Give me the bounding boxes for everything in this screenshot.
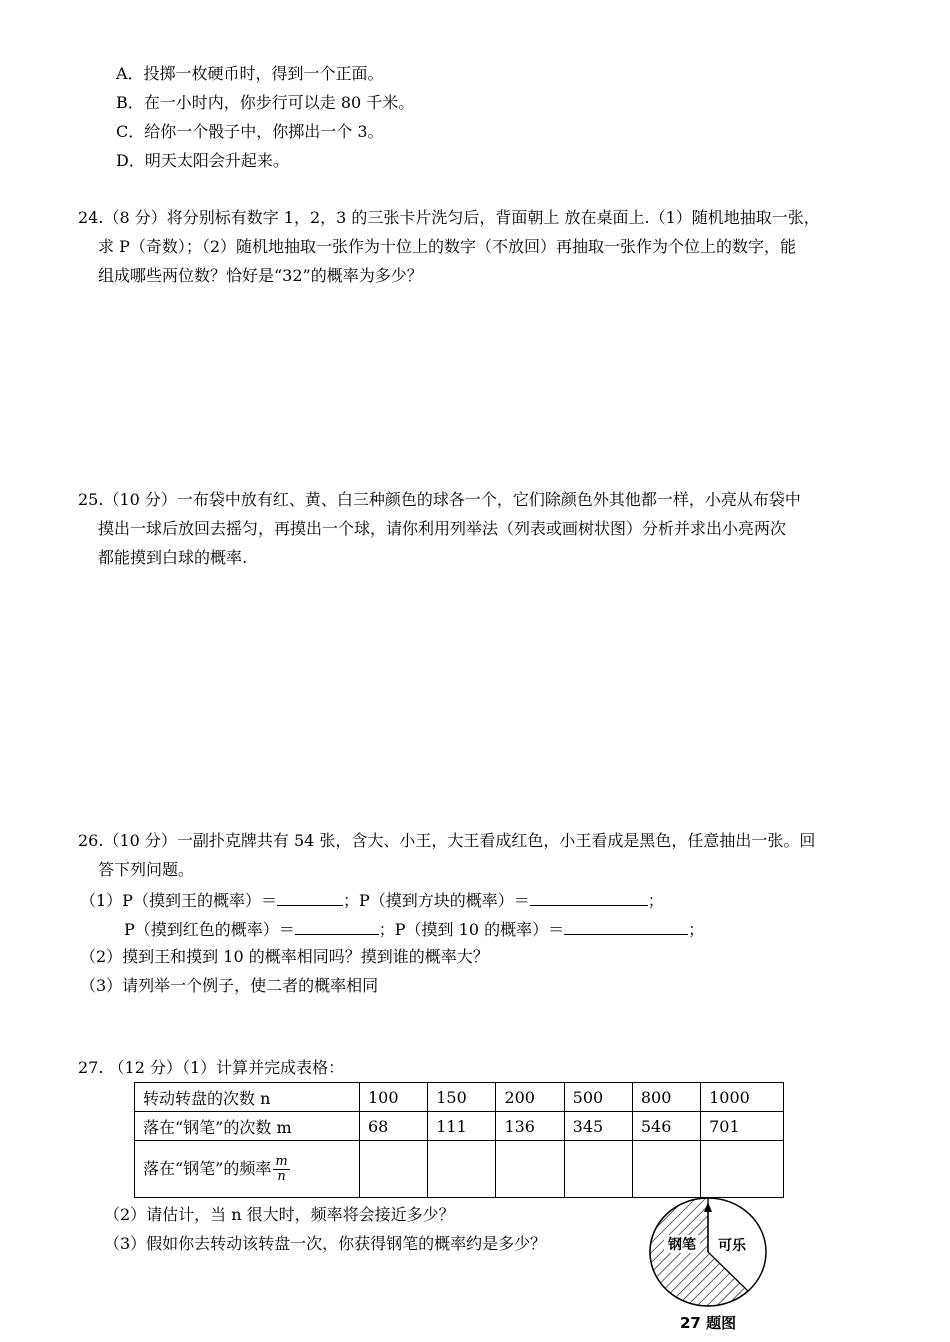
table-cell: 136: [496, 1112, 564, 1141]
q25-line-3: 都能摸到白球的概率.: [98, 548, 248, 567]
q24-line-3: 组成哪些两位数？恰好是“32”的概率为多少？: [98, 266, 423, 285]
q26-red-prob-blank[interactable]: [295, 918, 379, 935]
q26-part-1-row-2: [124, 918, 704, 940]
answer-cell[interactable]: [496, 1141, 564, 1198]
answer-cell[interactable]: [428, 1141, 496, 1198]
q23-option-b: B．在一小时内，你步行可以走 80 千米。: [116, 93, 415, 112]
answer-cell[interactable]: [632, 1141, 700, 1198]
q26-line-2: 答下列问题。: [98, 860, 195, 879]
q23-option-c: C．给你一个骰子中，你掷出一个 3。: [116, 122, 384, 141]
row-label-pen-frequency: [135, 1141, 360, 1198]
row-label-text: 落在“钢笔”的频率: [143, 1158, 272, 1178]
q26-line-1: 26.（10 分）一副扑克牌共有 54 张，含大、小王，大王看成红色，小王看成是黑色，任意抽出一张。回: [78, 831, 816, 850]
q26-separator: ；: [647, 891, 664, 910]
table-row: [135, 1112, 784, 1141]
q26-part-2: （2）摸到王和摸到 10 的概率相同吗？摸到谁的概率大？: [80, 947, 489, 966]
answer-cell[interactable]: [701, 1141, 784, 1198]
table-cell: 701: [701, 1112, 784, 1141]
table-cell: 68: [360, 1112, 428, 1141]
row-label-spins: 转动转盘的次数 n: [135, 1083, 360, 1112]
fraction-denominator: n: [277, 1168, 286, 1184]
pen-label: 钢笔: [668, 1237, 696, 1253]
q24-line-1: 24.（8 分）将分别标有数字 1，2，3 的三张卡片洗匀后，背面朝上 放在桌面上.（1）随机地抽取一张，: [78, 208, 820, 227]
q23-option-a: A．投掷一枚硬币时，得到一个正面。: [116, 64, 384, 83]
table-cell: 111: [428, 1112, 496, 1141]
q26-king-prob-blank[interactable]: [277, 889, 343, 906]
table-cell: 100: [360, 1083, 428, 1112]
table-cell: 200: [496, 1083, 564, 1112]
q25-line-2: 摸出一球后放回去摇匀，再摸出一个球，请你利用列举法（列表或画树状图）分析并求出小亮两次: [98, 519, 787, 538]
fraction-numerator: m: [275, 1153, 288, 1169]
row-label-pen-count: 落在“钢笔”的次数 m: [135, 1112, 360, 1141]
table-cell: 1000: [701, 1083, 784, 1112]
q23-option-d: D．明天太阳会升起来。: [116, 151, 289, 170]
q26-part-3: （3）请列举一个例子，使二者的概率相同: [80, 976, 379, 995]
table-cell: 150: [428, 1083, 496, 1112]
q27-part-2: （2）请估计，当 n 很大时，频率将会接近多少？: [104, 1205, 455, 1224]
q26-ten-prob-blank[interactable]: [564, 918, 688, 935]
q24-line-2: 求 P（奇数）；（2）随机地抽取一张作为十位上的数字（不放回）再抽取一张作为个位上的数字，能: [98, 237, 797, 256]
fraction-m-over-n: [273, 1155, 289, 1184]
q26-red-prob-label: P（摸到红色的概率）＝: [124, 920, 295, 939]
figure-caption: 27 题图: [680, 1314, 737, 1332]
q26-diamond-prob-blank[interactable]: [530, 889, 648, 906]
q26-ten-prob-label: ；P（摸到 10 的概率）＝: [378, 920, 565, 939]
answer-cell[interactable]: [360, 1141, 428, 1198]
q26-king-prob-label: （1）P（摸到王的概率）＝: [80, 891, 277, 910]
q26-diamond-prob-label: ；P（摸到方块的概率）＝: [342, 891, 530, 910]
table-cell: 800: [632, 1083, 700, 1112]
table-row: [135, 1083, 784, 1112]
table-cell: 500: [564, 1083, 632, 1112]
q27-part-3: （3）假如你去转动该转盘一次，你获得钢笔的概率约是多少？: [104, 1234, 547, 1253]
q26-part-1-row-1: [80, 889, 664, 911]
cola-label: 可乐: [718, 1238, 746, 1254]
frequency-table: [134, 1082, 784, 1198]
table-row: [135, 1141, 784, 1198]
q27-heading: 27. （12 分）（1）计算并完成表格：: [78, 1058, 345, 1077]
spinner-figure: [648, 1196, 768, 1308]
table-cell: 345: [564, 1112, 632, 1141]
answer-cell[interactable]: [564, 1141, 632, 1198]
q26-separator-2: ；: [688, 920, 705, 939]
table-cell: 546: [632, 1112, 700, 1141]
q25-line-1: 25.（10 分）一布袋中放有红、黄、白三种颜色的球各一个，它们除颜色外其他都一样，小亮从布袋中: [78, 490, 801, 509]
